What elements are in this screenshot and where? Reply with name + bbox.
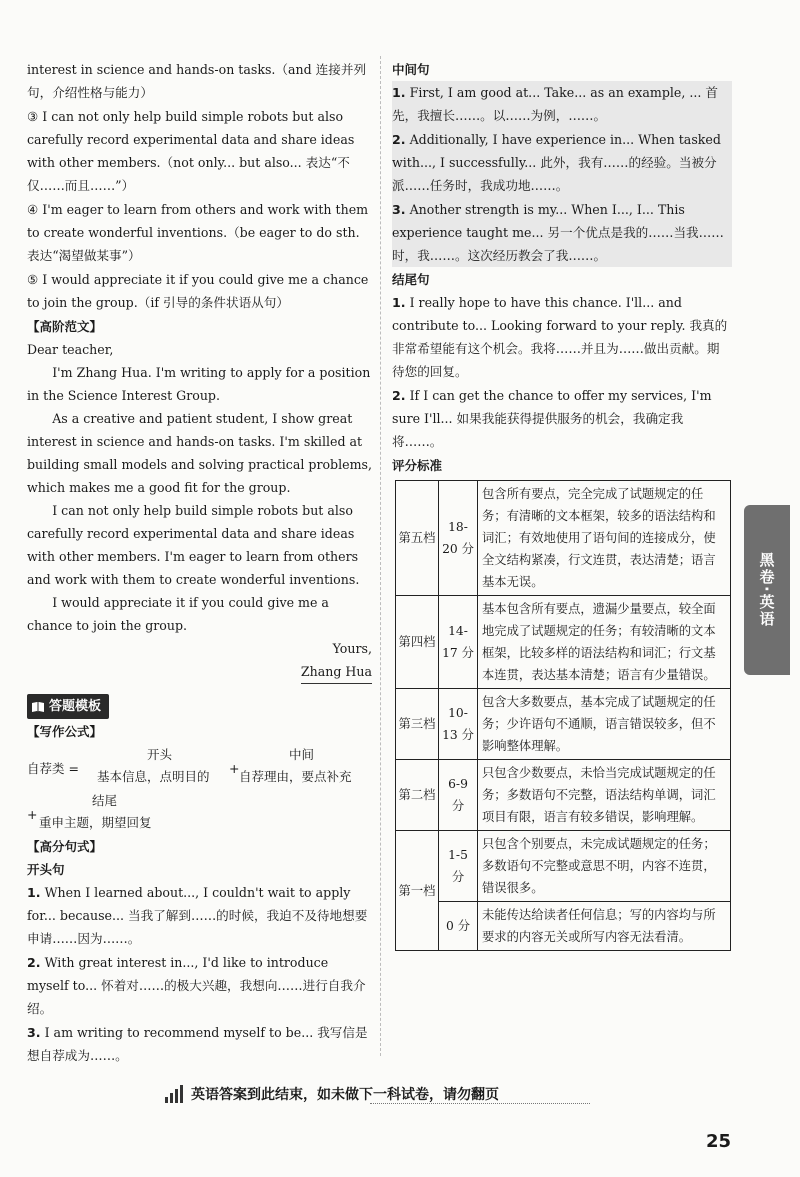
middle-sentences-label: 中间句: [392, 62, 430, 77]
list-item: 2. Additionally, I have experience in... When tasked with..., I successfully... 此外，我有……的经验。当被分派……任务时，我成功地……。: [392, 132, 721, 193]
list-item: 1. When I learned about..., I couldn't wait to apply for... because... 当我了解到……的时候，我迫不及待地想要申请……因为……。: [27, 884, 368, 946]
rubric-description: 未能传达给读者任何信息；写的内容均与所要求的内容无关或所写内容无法看清。: [478, 902, 731, 951]
column-divider: [380, 56, 381, 1056]
rubric-description: 只包含少数要点，未恰当完成试题规定的任务；多数语句不完整，语法结构单调，词汇项目有限，语言有较多错误，影响理解。: [478, 760, 731, 831]
book-icon: [31, 701, 45, 713]
essay-paragraph-4: I would appreciate it if you could give me a chance to join the group.: [27, 595, 329, 633]
left-column: [27, 58, 372, 1068]
formula-top-ending: 结尾: [92, 792, 118, 808]
formula-plus-2: +: [27, 806, 38, 822]
essay-closing: Yours,: [332, 641, 372, 656]
middle-sentence-list: [392, 81, 732, 267]
rubric-score: 1-5 分: [439, 831, 478, 902]
rubric-description: 基本包含所有要点，遗漏少量要点，较全面地完成了试题规定的任务；有较清晰的文本框架，比较多样的语法结构和词汇；行文基本连贯，表达基本清楚；语言有少量错误。: [478, 596, 731, 689]
table-row: [396, 760, 731, 831]
template-tag-label: 答题模板: [49, 699, 102, 714]
rubric-description: 包含所有要点，完全完成了试题规定的任务；有清晰的文本框架，较多的语法结构和词汇；有效地使用了语句间的连接成分，使全文结构紧凑，行文连贯，表达清楚；语言基本无误。: [478, 481, 731, 596]
side-tab-label: 黑卷·英语: [757, 552, 776, 628]
rubric-score: 6-9 分: [439, 760, 478, 831]
ending-sentence-list: [392, 291, 732, 453]
rubric-score: 14-17 分: [439, 596, 478, 689]
rubric-score: 0 分: [439, 902, 478, 951]
paragraph-analysis-3: ③ I can not only help build simple robots but also carefully record experimental data and share ideas with other members.（not only... but also... 表达“不仅……而且……”）: [27, 109, 355, 193]
formula-type: 自荐类 =: [27, 760, 79, 776]
rubric-score: 10-13 分: [439, 689, 478, 760]
opening-sentences-label: 开头句: [27, 861, 65, 877]
rubric-level: 第五档: [396, 481, 439, 596]
rubric-level: 第四档: [396, 596, 439, 689]
opening-sentence-list: [27, 881, 372, 1067]
rubric-level: 第二档: [396, 760, 439, 831]
essay-paragraph-1: I'm Zhang Hua. I'm writing to apply for a position in the Science Interest Group.: [27, 365, 371, 403]
end-notice-text: 英语答案到此结束，如未做下一科试卷，请勿翻页: [191, 1087, 499, 1103]
ending-sentences-label: 结尾句: [392, 272, 430, 287]
rubric-description: 只包含个别要点，未完成试题规定的任务；多数语句不完整或意思不明，内容不连贯，错误很多。: [478, 831, 731, 902]
writing-formula: [27, 743, 372, 835]
right-column: [392, 58, 732, 477]
list-item: 3. I am writing to recommend myself to be... 我写信是想自荐成为……。: [27, 1024, 368, 1063]
formula-label: 【写作公式】: [27, 723, 103, 739]
formula-top-middle: 中间: [289, 746, 315, 762]
list-item: 3. Another strength is my... When I..., I... This experience taught me... 另一个优点是我的……当我……时，我……。这次经历教会了我……。: [392, 202, 724, 263]
list-item: 2. With great interest in..., I'd like to introduce myself to... 怀着对……的极大兴趣，我想向……进行自我介绍。: [27, 954, 366, 1016]
essay-paragraph-3: I can not only help build simple robots but also carefully record experimental data and share ideas with other members. I'm eager to learn from others and work with them to create wonderful inventions.: [27, 503, 360, 587]
rubric-label: 评分标准: [392, 458, 443, 473]
model-essay-label: 【高阶范文】: [27, 319, 103, 334]
essay-signature-line: [27, 660, 372, 684]
template-tag: [27, 694, 109, 719]
paragraph-analysis-1: interest in science and hands-on tasks.（and 连接并列句，介绍性格与能力）: [27, 62, 367, 100]
table-row: [396, 689, 731, 760]
rubric-level: 第三档: [396, 689, 439, 760]
essay-signature: Zhang Hua: [301, 660, 372, 684]
formula-part-opening: 基本信息，点明目的: [97, 768, 210, 784]
table-row: [396, 831, 731, 902]
banner-dotted-line: [370, 1103, 590, 1104]
subject-side-tab: [744, 505, 790, 675]
list-item: 2. If I can get the chance to offer my services, I'm sure I'll... 如果我能获得提供服务的机会，我确定我将……。: [392, 388, 712, 449]
rubric-score: 18-20 分: [439, 481, 478, 596]
rubric-level: 第一档: [396, 831, 439, 951]
formula-plus-1: +: [229, 760, 240, 776]
paragraph-analysis-5: ⑤ I would appreciate it if you could give me a chance to join the group.（if 引导的条件状语从句）: [27, 272, 369, 310]
essay-paragraph-2: As a creative and patient student, I show great interest in science and hands-on tasks. I'm skilled at building small models and solving practical problems, which makes me a good fit for the group.: [27, 411, 373, 495]
essay-salutation: Dear teacher,: [27, 342, 114, 357]
list-item: 1. First, I am good at... Take... as an example, ... 首先，我擅长……。以……为例，……。: [392, 85, 718, 123]
table-row: [396, 902, 731, 951]
table-row: [396, 481, 731, 596]
list-item: 1. I really hope to have this chance. I'll... and contribute to... Looking forward to your reply. 我真的非常希望能有这个机会。我将……并且为……做出贡献。期待您的回复。: [392, 295, 728, 379]
scoring-rubric-table: [395, 480, 731, 951]
formula-top-opening: 开头: [147, 746, 173, 762]
page-number: 25: [706, 1131, 732, 1152]
signal-bars-icon: [165, 1085, 183, 1103]
formula-part-middle: 自荐理由，要点补充: [239, 768, 352, 784]
formula-part-ending: 重申主题，期望回复: [39, 814, 152, 830]
rubric-description: 包含大多数要点，基本完成了试题规定的任务；少许语句不通顺，语言错误较多，但不影响整体理解。: [478, 689, 731, 760]
table-row: [396, 596, 731, 689]
paragraph-analysis-4: ④ I'm eager to learn from others and work with them to create wonderful inventions.（be eager to do sth. 表达“渴望做某事”）: [27, 202, 369, 263]
sentences-label: 【高分句式】: [27, 838, 103, 854]
